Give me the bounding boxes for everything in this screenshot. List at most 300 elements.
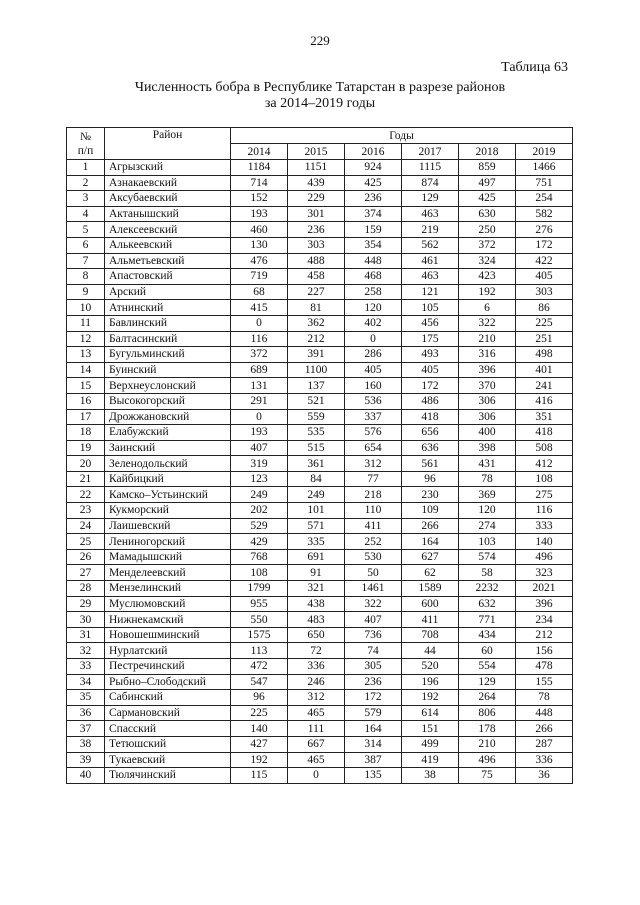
value-2018: 496 xyxy=(459,752,516,768)
value-2019: 276 xyxy=(516,222,573,238)
table-row xyxy=(67,456,573,472)
table-row xyxy=(67,503,573,519)
value-2014: 476 xyxy=(231,253,288,269)
value-2014: 0 xyxy=(231,315,288,331)
value-2014: 550 xyxy=(231,612,288,628)
table-row xyxy=(67,565,573,581)
district-name: Менделеевский xyxy=(105,565,231,581)
value-2019: 508 xyxy=(516,440,573,456)
value-2017: 493 xyxy=(402,347,459,363)
value-2016: 286 xyxy=(345,347,402,363)
value-2014: 714 xyxy=(231,175,288,191)
district-name: Бугульминский xyxy=(105,347,231,363)
value-2017: 463 xyxy=(402,269,459,285)
value-2015: 84 xyxy=(288,471,345,487)
table-row xyxy=(67,674,573,690)
table-row xyxy=(67,160,573,176)
header-year-2018: 2018 xyxy=(459,144,516,160)
row-number: 24 xyxy=(67,518,105,534)
value-2014: 249 xyxy=(231,487,288,503)
value-2019: 1466 xyxy=(516,160,573,176)
table-row xyxy=(67,534,573,550)
value-2017: 405 xyxy=(402,362,459,378)
value-2018: 103 xyxy=(459,534,516,550)
value-2018: 554 xyxy=(459,659,516,675)
value-2018: 78 xyxy=(459,471,516,487)
row-number: 27 xyxy=(67,565,105,581)
value-2015: 488 xyxy=(288,253,345,269)
value-2014: 427 xyxy=(231,736,288,752)
row-number: 37 xyxy=(67,721,105,737)
value-2016: 387 xyxy=(345,752,402,768)
value-2015: 521 xyxy=(288,393,345,409)
value-2018: 210 xyxy=(459,736,516,752)
table-title-line-2: за 2014–2019 годы xyxy=(264,96,376,111)
value-2015: 249 xyxy=(288,487,345,503)
value-2016: 411 xyxy=(345,518,402,534)
district-name: Елабужский xyxy=(105,425,231,441)
district-name: Зеленодольский xyxy=(105,456,231,472)
value-2017: 151 xyxy=(402,721,459,737)
value-2016: 354 xyxy=(345,237,402,253)
row-number: 38 xyxy=(67,736,105,752)
value-2015: 535 xyxy=(288,425,345,441)
table-row xyxy=(67,284,573,300)
value-2018: 370 xyxy=(459,378,516,394)
value-2018: 316 xyxy=(459,347,516,363)
district-name: Рыбно–Слободский xyxy=(105,674,231,690)
value-2016: 172 xyxy=(345,690,402,706)
value-2019: 36 xyxy=(516,768,573,784)
value-2017: 121 xyxy=(402,284,459,300)
value-2017: 600 xyxy=(402,596,459,612)
table-row xyxy=(67,659,573,675)
value-2018: 630 xyxy=(459,206,516,222)
value-2019: 155 xyxy=(516,674,573,690)
row-number: 35 xyxy=(67,690,105,706)
value-2016: 236 xyxy=(345,674,402,690)
district-name: Актанышский xyxy=(105,206,231,222)
table-row xyxy=(67,222,573,238)
table-body xyxy=(67,160,573,784)
value-2018: 264 xyxy=(459,690,516,706)
district-name: Агрызский xyxy=(105,160,231,176)
value-2015: 391 xyxy=(288,347,345,363)
value-2015: 229 xyxy=(288,191,345,207)
value-2014: 130 xyxy=(231,237,288,253)
value-2016: 258 xyxy=(345,284,402,300)
district-name: Кукморский xyxy=(105,503,231,519)
value-2015: 137 xyxy=(288,378,345,394)
value-2018: 400 xyxy=(459,425,516,441)
table-row xyxy=(67,253,573,269)
table-row xyxy=(67,378,573,394)
value-2015: 483 xyxy=(288,612,345,628)
value-2017: 411 xyxy=(402,612,459,628)
value-2016: 407 xyxy=(345,612,402,628)
value-2016: 736 xyxy=(345,627,402,643)
district-name: Нурлатский xyxy=(105,643,231,659)
table-row xyxy=(67,768,573,784)
row-number: 14 xyxy=(67,362,105,378)
value-2017: 419 xyxy=(402,752,459,768)
value-2015: 559 xyxy=(288,409,345,425)
value-2016: 77 xyxy=(345,471,402,487)
district-name: Аксубаевский xyxy=(105,191,231,207)
district-name: Лениногорский xyxy=(105,534,231,550)
value-2017: 192 xyxy=(402,690,459,706)
value-2015: 515 xyxy=(288,440,345,456)
row-number: 13 xyxy=(67,347,105,363)
page-number: 229 xyxy=(310,33,330,48)
value-2019: 2021 xyxy=(516,581,573,597)
value-2019: 234 xyxy=(516,612,573,628)
header-year-2016: 2016 xyxy=(345,144,402,160)
value-2015: 362 xyxy=(288,315,345,331)
table-row xyxy=(67,549,573,565)
value-2015: 0 xyxy=(288,768,345,784)
value-2018: 369 xyxy=(459,487,516,503)
value-2016: 530 xyxy=(345,549,402,565)
table-row xyxy=(67,752,573,768)
value-2014: 96 xyxy=(231,690,288,706)
row-number: 23 xyxy=(67,503,105,519)
district-name: Алькеевский xyxy=(105,237,231,253)
value-2015: 691 xyxy=(288,549,345,565)
value-2016: 536 xyxy=(345,393,402,409)
value-2018: 396 xyxy=(459,362,516,378)
district-name: Тетюшский xyxy=(105,736,231,752)
value-2017: 463 xyxy=(402,206,459,222)
value-2015: 312 xyxy=(288,690,345,706)
table-row xyxy=(67,581,573,597)
value-2015: 111 xyxy=(288,721,345,737)
beaver-population-table xyxy=(66,127,573,784)
value-2014: 140 xyxy=(231,721,288,737)
table-row xyxy=(67,175,573,191)
value-2016: 164 xyxy=(345,721,402,737)
table-row xyxy=(67,393,573,409)
value-2018: 129 xyxy=(459,674,516,690)
value-2019: 108 xyxy=(516,471,573,487)
district-name: Дрожжановский xyxy=(105,409,231,425)
district-name: Камско–Устьинский xyxy=(105,487,231,503)
value-2019: 241 xyxy=(516,378,573,394)
value-2019: 448 xyxy=(516,705,573,721)
value-2014: 460 xyxy=(231,222,288,238)
value-2014: 202 xyxy=(231,503,288,519)
value-2014: 689 xyxy=(231,362,288,378)
value-2015: 303 xyxy=(288,237,345,253)
value-2016: 305 xyxy=(345,659,402,675)
table-row xyxy=(67,643,573,659)
row-number: 21 xyxy=(67,471,105,487)
value-2019: 323 xyxy=(516,565,573,581)
row-number: 5 xyxy=(67,222,105,238)
value-2015: 1100 xyxy=(288,362,345,378)
row-number: 29 xyxy=(67,596,105,612)
value-2015: 439 xyxy=(288,175,345,191)
value-2017: 461 xyxy=(402,253,459,269)
value-2016: 314 xyxy=(345,736,402,752)
value-2016: 159 xyxy=(345,222,402,238)
value-2015: 667 xyxy=(288,736,345,752)
value-2019: 405 xyxy=(516,269,573,285)
value-2018: 306 xyxy=(459,393,516,409)
value-2015: 458 xyxy=(288,269,345,285)
district-name: Заинский xyxy=(105,440,231,456)
value-2016: 1461 xyxy=(345,581,402,597)
value-2014: 108 xyxy=(231,565,288,581)
row-number: 1 xyxy=(67,160,105,176)
value-2019: 351 xyxy=(516,409,573,425)
value-2017: 62 xyxy=(402,565,459,581)
district-name: Мензелинский xyxy=(105,581,231,597)
value-2014: 115 xyxy=(231,768,288,784)
table-title-line-1: Численность бобра в Республике Татарстан в разрезе районов xyxy=(134,80,506,95)
value-2015: 438 xyxy=(288,596,345,612)
header-district: Район xyxy=(105,128,231,160)
district-name: Нижнекамский xyxy=(105,612,231,628)
value-2016: 425 xyxy=(345,175,402,191)
table-row xyxy=(67,362,573,378)
row-number: 12 xyxy=(67,331,105,347)
district-name: Сармановский xyxy=(105,705,231,721)
value-2016: 654 xyxy=(345,440,402,456)
value-2017: 562 xyxy=(402,237,459,253)
table-row xyxy=(67,690,573,706)
district-name: Высокогорский xyxy=(105,393,231,409)
value-2017: 196 xyxy=(402,674,459,690)
value-2014: 131 xyxy=(231,378,288,394)
district-name: Апастовский xyxy=(105,269,231,285)
value-2015: 81 xyxy=(288,300,345,316)
value-2014: 152 xyxy=(231,191,288,207)
value-2019: 254 xyxy=(516,191,573,207)
district-name: Алексеевский xyxy=(105,222,231,238)
value-2018: 859 xyxy=(459,160,516,176)
value-2018: 771 xyxy=(459,612,516,628)
row-number: 10 xyxy=(67,300,105,316)
value-2019: 582 xyxy=(516,206,573,222)
value-2014: 193 xyxy=(231,425,288,441)
district-name: Альметьевский xyxy=(105,253,231,269)
row-number: 19 xyxy=(67,440,105,456)
row-number: 36 xyxy=(67,705,105,721)
row-number: 30 xyxy=(67,612,105,628)
value-2018: 306 xyxy=(459,409,516,425)
value-2019: 116 xyxy=(516,503,573,519)
row-number: 15 xyxy=(67,378,105,394)
value-2014: 429 xyxy=(231,534,288,550)
district-name: Азнакаевский xyxy=(105,175,231,191)
district-name: Мамадышский xyxy=(105,549,231,565)
value-2015: 650 xyxy=(288,627,345,643)
value-2014: 719 xyxy=(231,269,288,285)
value-2019: 266 xyxy=(516,721,573,737)
value-2018: 274 xyxy=(459,518,516,534)
value-2016: 218 xyxy=(345,487,402,503)
row-number: 25 xyxy=(67,534,105,550)
value-2014: 116 xyxy=(231,331,288,347)
value-2014: 1575 xyxy=(231,627,288,643)
value-2018: 120 xyxy=(459,503,516,519)
value-2017: 230 xyxy=(402,487,459,503)
value-2015: 465 xyxy=(288,705,345,721)
district-name: Атнинский xyxy=(105,300,231,316)
value-2014: 0 xyxy=(231,409,288,425)
table-title xyxy=(0,80,640,112)
value-2014: 1799 xyxy=(231,581,288,597)
district-name: Бавлинский xyxy=(105,315,231,331)
row-number: 4 xyxy=(67,206,105,222)
row-number: 32 xyxy=(67,643,105,659)
value-2019: 225 xyxy=(516,315,573,331)
value-2019: 303 xyxy=(516,284,573,300)
value-2019: 251 xyxy=(516,331,573,347)
district-name: Спасский xyxy=(105,721,231,737)
value-2017: 1115 xyxy=(402,160,459,176)
row-number: 31 xyxy=(67,627,105,643)
district-name: Тукаевский xyxy=(105,752,231,768)
table-row xyxy=(67,736,573,752)
value-2015: 321 xyxy=(288,581,345,597)
value-2016: 120 xyxy=(345,300,402,316)
value-2015: 1151 xyxy=(288,160,345,176)
value-2015: 236 xyxy=(288,222,345,238)
value-2015: 72 xyxy=(288,643,345,659)
value-2018: 434 xyxy=(459,627,516,643)
value-2016: 110 xyxy=(345,503,402,519)
header-number xyxy=(67,128,105,160)
table-row xyxy=(67,721,573,737)
value-2016: 312 xyxy=(345,456,402,472)
value-2015: 465 xyxy=(288,752,345,768)
value-2014: 372 xyxy=(231,347,288,363)
value-2019: 275 xyxy=(516,487,573,503)
row-number: 34 xyxy=(67,674,105,690)
table-row xyxy=(67,627,573,643)
value-2018: 2232 xyxy=(459,581,516,597)
value-2019: 418 xyxy=(516,425,573,441)
value-2018: 192 xyxy=(459,284,516,300)
table-row xyxy=(67,269,573,285)
value-2016: 405 xyxy=(345,362,402,378)
header-years: Годы xyxy=(231,128,573,144)
row-number: 9 xyxy=(67,284,105,300)
table-row xyxy=(67,596,573,612)
value-2018: 324 xyxy=(459,253,516,269)
value-2019: 287 xyxy=(516,736,573,752)
value-2019: 401 xyxy=(516,362,573,378)
value-2018: 431 xyxy=(459,456,516,472)
table-row xyxy=(67,471,573,487)
district-name: Верхнеуслонский xyxy=(105,378,231,394)
value-2017: 614 xyxy=(402,705,459,721)
table-row xyxy=(67,518,573,534)
value-2017: 96 xyxy=(402,471,459,487)
table-row xyxy=(67,331,573,347)
value-2017: 418 xyxy=(402,409,459,425)
value-2017: 486 xyxy=(402,393,459,409)
header-year-2019: 2019 xyxy=(516,144,573,160)
value-2017: 636 xyxy=(402,440,459,456)
district-name: Муслюмовский xyxy=(105,596,231,612)
value-2015: 212 xyxy=(288,331,345,347)
value-2014: 547 xyxy=(231,674,288,690)
row-number: 16 xyxy=(67,393,105,409)
value-2014: 472 xyxy=(231,659,288,675)
value-2017: 656 xyxy=(402,425,459,441)
value-2017: 627 xyxy=(402,549,459,565)
value-2014: 319 xyxy=(231,456,288,472)
value-2018: 58 xyxy=(459,565,516,581)
value-2019: 140 xyxy=(516,534,573,550)
row-number: 33 xyxy=(67,659,105,675)
value-2018: 806 xyxy=(459,705,516,721)
row-number: 11 xyxy=(67,315,105,331)
district-name: Кайбицкий xyxy=(105,471,231,487)
value-2018: 574 xyxy=(459,549,516,565)
table-row xyxy=(67,191,573,207)
value-2018: 632 xyxy=(459,596,516,612)
value-2014: 225 xyxy=(231,705,288,721)
value-2019: 212 xyxy=(516,627,573,643)
value-2016: 337 xyxy=(345,409,402,425)
value-2016: 322 xyxy=(345,596,402,612)
table-row xyxy=(67,300,573,316)
value-2017: 219 xyxy=(402,222,459,238)
row-number: 8 xyxy=(67,269,105,285)
table-header xyxy=(67,128,573,160)
value-2014: 415 xyxy=(231,300,288,316)
value-2017: 561 xyxy=(402,456,459,472)
value-2014: 192 xyxy=(231,752,288,768)
value-2019: 422 xyxy=(516,253,573,269)
value-2014: 529 xyxy=(231,518,288,534)
value-2017: 164 xyxy=(402,534,459,550)
district-name: Буинский xyxy=(105,362,231,378)
value-2019: 496 xyxy=(516,549,573,565)
value-2017: 44 xyxy=(402,643,459,659)
value-2014: 123 xyxy=(231,471,288,487)
header-year-2015: 2015 xyxy=(288,144,345,160)
row-number: 40 xyxy=(67,768,105,784)
value-2018: 178 xyxy=(459,721,516,737)
value-2017: 109 xyxy=(402,503,459,519)
row-number: 7 xyxy=(67,253,105,269)
value-2017: 105 xyxy=(402,300,459,316)
value-2019: 78 xyxy=(516,690,573,706)
value-2016: 135 xyxy=(345,768,402,784)
value-2015: 246 xyxy=(288,674,345,690)
value-2017: 175 xyxy=(402,331,459,347)
value-2017: 456 xyxy=(402,315,459,331)
value-2018: 497 xyxy=(459,175,516,191)
row-number: 3 xyxy=(67,191,105,207)
row-number: 2 xyxy=(67,175,105,191)
value-2016: 924 xyxy=(345,160,402,176)
value-2019: 416 xyxy=(516,393,573,409)
table-row xyxy=(67,347,573,363)
value-2018: 60 xyxy=(459,643,516,659)
value-2015: 571 xyxy=(288,518,345,534)
value-2014: 68 xyxy=(231,284,288,300)
value-2017: 38 xyxy=(402,768,459,784)
value-2019: 156 xyxy=(516,643,573,659)
table-row xyxy=(67,409,573,425)
value-2017: 1589 xyxy=(402,581,459,597)
